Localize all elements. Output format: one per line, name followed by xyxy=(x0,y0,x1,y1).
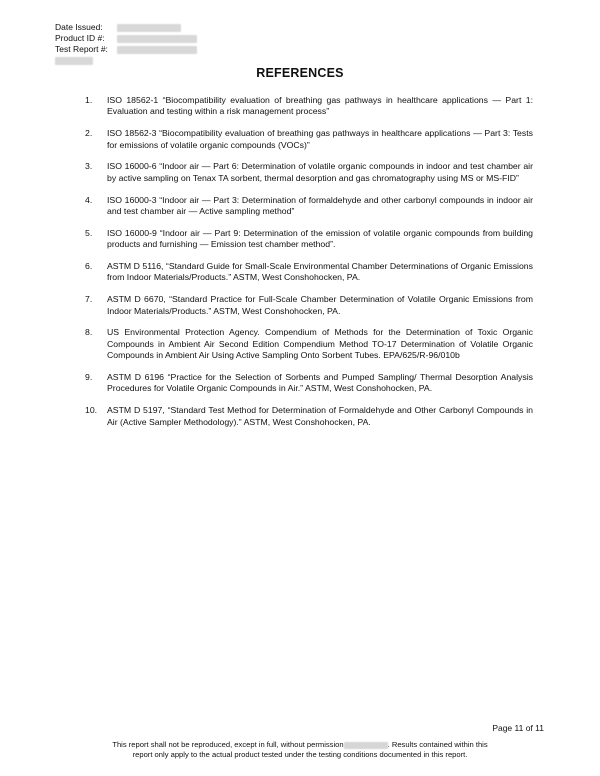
reference-number: 7. xyxy=(85,294,93,305)
reference-number: 3. xyxy=(85,161,93,172)
reference-text: ISO 16000-3 “Indoor air — Part 3: Determination of formaldehyde and other carbonyl compounds in indoor air and test chamber air — Active sampling method” xyxy=(107,194,533,217)
page-number: Page 11 of 11 xyxy=(492,723,544,733)
reference-item xyxy=(85,405,533,428)
test-report-row xyxy=(55,44,197,55)
reference-number: 1. xyxy=(85,95,93,105)
reference-text: ASTM D 5197, “Standard Test Method for Determination of Formaldehyde and Other Carbonyl Compounds in Air (Active Sampler Methodology).” ASTM, West Conshohocken, PA. xyxy=(107,405,533,427)
reference-text: ISO 18562-1 “Biocompatibility evaluation of breathing gas pathways in healthcare applications — Part 1: Evaluation and testing within a risk management process” xyxy=(107,95,533,117)
reference-item xyxy=(85,128,533,151)
product-id-label: Product ID #: xyxy=(55,33,105,43)
reference-list xyxy=(85,95,533,438)
report-header xyxy=(55,22,197,66)
reference-item xyxy=(85,294,533,317)
page-title: REFERENCES xyxy=(256,66,344,80)
reference-text: ISO 18562-3 “Biocompatibility evaluation of breathing gas pathways in healthcare applications — Part 3: Tests for emissions of volatile organic compounds (VOCs)” xyxy=(107,128,533,150)
footer-line-1-start: This report shall not be reproduced, except in full, without permission xyxy=(112,740,344,749)
reference-text: ISO 16000-9 “Indoor air — Part 9: Determination of the emission of volatile organic compounds from building products and furnishing — Emission test chamber method”. xyxy=(107,227,533,250)
reference-item xyxy=(85,261,533,284)
reference-number: 4. xyxy=(85,194,93,205)
footer-line-1 xyxy=(0,740,600,750)
disclaimer-footer xyxy=(0,740,600,760)
reference-number: 2. xyxy=(85,128,93,139)
reference-number: 5. xyxy=(85,227,93,238)
reference-text: US Environmental Protection Agency. Compendium of Methods for the Determination of Toxic Organic Compounds in Ambient Air Second Edition Compendium Method TO-17 Determination of Volatile Organic Compounds in Ambient Air Using Active Sampling Onto Sorbent Tubes. EPA/625/R-96/010b xyxy=(107,327,533,361)
reference-item xyxy=(85,327,533,361)
reference-text: ISO 16000-6 “Indoor air — Part 6: Determination of volatile organic compounds in indoor and test chamber air by active sampling on Tenax TA sorbent, thermal desorption and gas chromatography using MS or MS-FID” xyxy=(107,161,533,183)
reference-item xyxy=(85,372,533,395)
reference-number: 8. xyxy=(85,327,93,338)
redacted-test-report xyxy=(117,46,197,54)
reference-item xyxy=(85,95,533,118)
date-issued-row xyxy=(55,22,197,33)
reference-text: ASTM D 6196 “Practice for the Selection of Sorbents and Pumped Sampling/ Thermal Desorption Analysis Procedures for Volatile Organic Compounds in Air.” ASTM, West Conshohocken, PA. xyxy=(107,372,533,394)
reference-item xyxy=(85,228,533,251)
test-report-label: Test Report #: xyxy=(55,44,108,54)
reference-item xyxy=(85,161,533,184)
reference-number: 6. xyxy=(85,261,93,272)
redacted-product-id xyxy=(117,35,197,43)
redacted-company-name xyxy=(344,742,388,749)
footer-line-1-end: . Results contained within this xyxy=(387,740,488,749)
redacted-test-report-continued xyxy=(55,57,93,65)
product-id-row xyxy=(55,33,197,44)
redacted-line xyxy=(55,55,197,66)
reference-number: 9. xyxy=(85,372,93,383)
redacted-date xyxy=(117,24,181,32)
reference-text: ASTM D 6670, “Standard Practice for Full-Scale Chamber Determination of Volatile Organic Emissions from Indoor Materials/Products.” ASTM, West Conshohocken, PA. xyxy=(107,294,533,316)
reference-item xyxy=(85,195,533,218)
footer-line-2: report only apply to the actual product tested under the testing conditions documented in this report. xyxy=(132,750,468,759)
reference-text: ASTM D 5116, “Standard Guide for Small-Scale Environmental Chamber Determinations of Organic Emissions from Indoor Materials/Products.” ASTM, West Conshohocken, PA. xyxy=(107,261,533,283)
date-issued-label: Date Issued: xyxy=(55,22,103,32)
reference-number: 10. xyxy=(85,405,98,416)
